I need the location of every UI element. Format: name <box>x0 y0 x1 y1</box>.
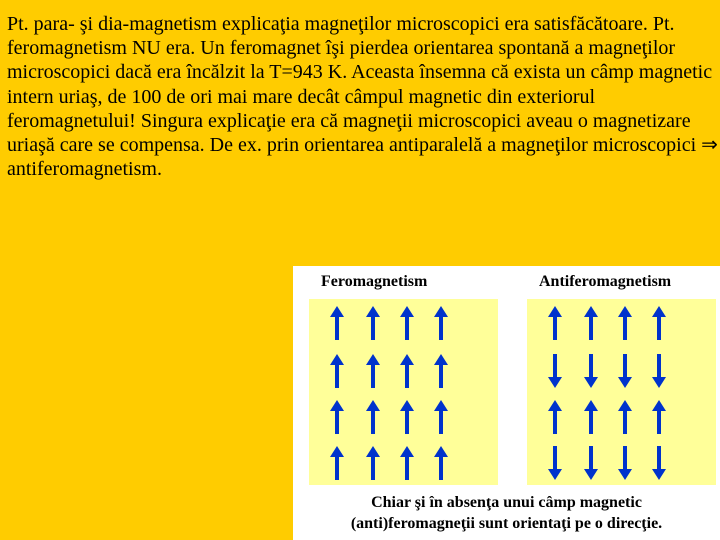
ferro-arrow-up <box>330 400 344 434</box>
antiferro-arrow-up <box>584 400 598 434</box>
ferro-arrow-up <box>400 446 414 480</box>
antiferro-arrow-down <box>584 446 598 480</box>
explanation-paragraph: Pt. para- şi dia-magnetism explicaţia magneţilor microscopici era satisfăcătoare. Pt. feromagnetism NU era. Un feromagnet îşi pierdea orientarea spontană a magneţilor microscopici dacă era încălzit la T=943 K. Aceasta însemna că exista un câmp magnetic intern uriaş, de 100 de ori mai mare decât câmpul magnetic din exteriorul feromagnetului! Singura explicaţie era că magneţii microscopici aveau o magnetizare uriaşă care se compensa. De ex. prin orientarea antiparalelă a magneţilor microscopici ⇒ antiferomagnetism. <box>7 13 718 181</box>
magnetism-figure <box>293 266 720 540</box>
antiferro-arrow-up <box>618 400 632 434</box>
antiferromagnetism-title: Antiferomagnetism <box>539 273 672 290</box>
ferro-arrow-up <box>366 400 380 434</box>
antiferro-arrow-up <box>548 400 562 434</box>
antiferromagnetism-box <box>527 299 716 485</box>
ferro-arrow-up <box>400 306 414 340</box>
ferro-arrow-up <box>330 306 344 340</box>
antiferro-arrow-down <box>618 354 632 388</box>
ferromagnetism-title: Feromagnetism <box>321 273 428 290</box>
antiferro-arrow-up <box>548 306 562 340</box>
ferro-arrow-up <box>434 446 448 480</box>
ferro-arrow-up <box>434 400 448 434</box>
ferro-arrow-up <box>366 354 380 388</box>
ferro-arrow-up <box>366 306 380 340</box>
antiferro-arrow-up <box>584 306 598 340</box>
ferro-arrow-up <box>434 306 448 340</box>
antiferro-arrow-down <box>652 354 666 388</box>
antiferro-arrow-up <box>652 400 666 434</box>
figure-caption-line1: Chiar şi în absenţa unui câmp magnetic <box>371 494 642 511</box>
ferro-arrow-up <box>330 354 344 388</box>
antiferro-arrow-down <box>652 446 666 480</box>
antiferro-arrow-down <box>618 446 632 480</box>
antiferro-arrow-down <box>584 354 598 388</box>
antiferromagnetism-arrows <box>527 299 716 485</box>
antiferro-arrow-down <box>548 446 562 480</box>
antiferro-arrow-up <box>652 306 666 340</box>
ferro-arrow-up <box>434 354 448 388</box>
antiferro-arrow-down <box>548 354 562 388</box>
ferro-arrow-up <box>400 354 414 388</box>
antiferro-arrow-up <box>618 306 632 340</box>
ferro-arrow-up <box>330 446 344 480</box>
ferro-arrow-up <box>366 446 380 480</box>
ferromagnetism-box <box>309 299 498 485</box>
figure-caption-line2: (anti)feromagneţii sunt orientaţi pe o direcţie. <box>350 515 663 532</box>
ferro-arrow-up <box>400 400 414 434</box>
ferromagnetism-arrows <box>309 299 498 485</box>
